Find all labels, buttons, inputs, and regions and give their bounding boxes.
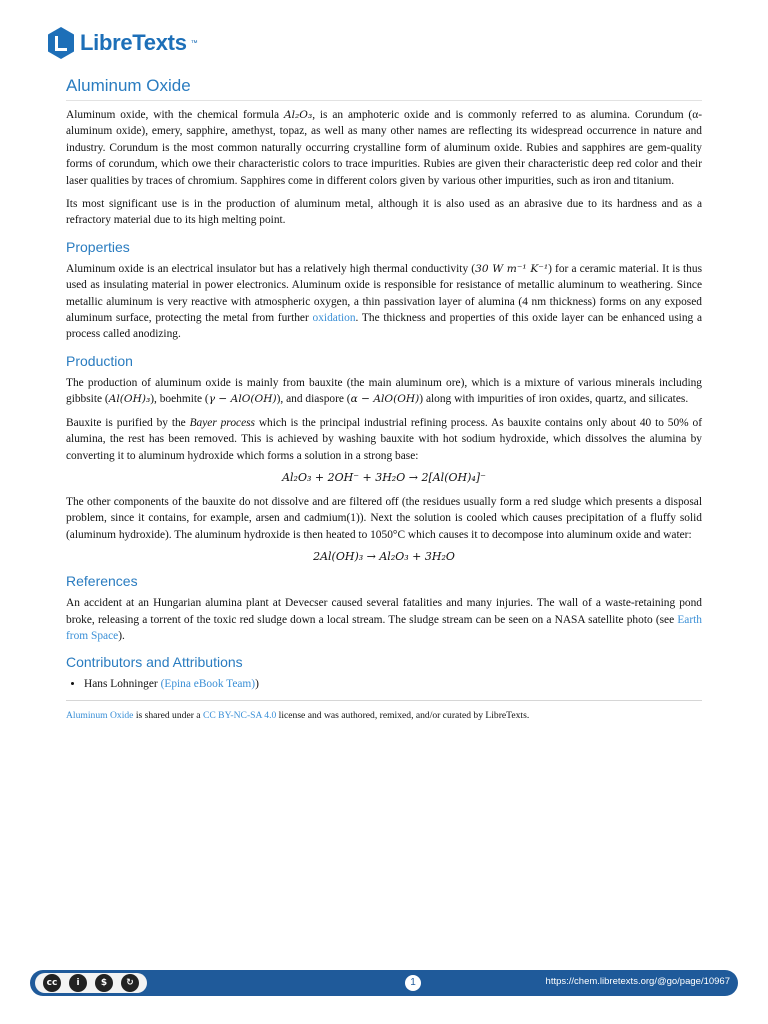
intro-paragraph-1: [66, 107, 702, 189]
cc-license-badge[interactable]: [35, 973, 147, 993]
equation-hydroxide-decomposition: 2Al(OH)₃ → Al₂O₃ + 3H₂O: [313, 550, 455, 564]
contributors-heading: Contributors and Attributions: [66, 654, 243, 671]
intro-text-cont: , is an amphoteric oxide and is commonly referred to as alumina. Corundum (α-aluminum oxide), emery, sapphire, amethyst, topaz, as well as many other names are reflecting its widespread occurrence in nature and industry. Corundum is the most common naturally occurring crystalline form of aluminum oxide. Rubies and sapphires are gem-quality forms of corundum, which owe their characteristic colors to trace impurities. Rubies are given their characteristic deep red color and their laser qualities by traces of chromium. Sapphires come in different colors given by various other impurities, such as iron and titanium.: [66, 109, 702, 187]
formula-diaspore: α − AlO(OH): [350, 393, 420, 406]
production-text-c: ), and diaspore (: [276, 393, 351, 406]
intro-text: Aluminum oxide, with the chemical formula: [66, 109, 284, 121]
list-item: [84, 676, 702, 692]
page-footer: [30, 970, 738, 996]
bayer-process-term: Bayer process: [189, 416, 255, 429]
references-paragraph: [66, 595, 702, 644]
references-heading: References: [66, 573, 138, 590]
properties-text-end: . The thickness and properties of this oxide layer can be enhanced using a process called anodizing.: [66, 312, 702, 341]
equation-bayer-dissolution: Al₂O₃ + 2OH⁻ + 3H₂O → 2[Al(OH)₄]⁻: [282, 470, 486, 484]
page-title-link[interactable]: Aluminum Oxide: [66, 710, 134, 722]
properties-heading: Properties: [66, 238, 130, 255]
formula-boehmite: γ − AlO(OH): [208, 393, 277, 406]
contributors-list: [66, 676, 702, 692]
formula-al2o3: Al₂O₃: [283, 109, 313, 121]
trademark-symbol: ™: [190, 39, 198, 47]
noncommercial-icon: $: [95, 974, 113, 992]
production-text-d: ) along with impurities of iron oxides, quartz, and silicates.: [419, 393, 689, 406]
license-text-end: license and was authored, remixed, and/or curated by LibreTexts.: [276, 710, 530, 722]
properties-paragraph: [66, 261, 702, 343]
attribution-icon: i: [69, 974, 87, 992]
page-number: 1: [405, 975, 421, 991]
cc-icon: cc: [43, 974, 61, 992]
epina-ebook-team-link[interactable]: (Epina eBook Team): [160, 678, 256, 691]
references-text: An accident at an Hungarian alumina plant at Devecser caused several fatalities and many injuries. The wall of a waste-retaining pond broke, releasing a torrent of the toxic red sludge down a local stream. The sludge stream can be seen on a NASA satellite photo (see: [66, 597, 702, 626]
bayer-text: Bauxite is purified by the: [66, 416, 190, 429]
production-text-b: ), boehmite (: [150, 393, 209, 406]
production-paragraph-3: The other components of the bauxite do not dissolve and are filtered off (the residues usually form a red sludge which presents a disposal problem, since it contains, for example, arsen and cadmium(1)). Next the solution is cooled which causes precipitation of a fluffy solid (aluminum hydroxide). The aluminum hydroxide is then heated to 1050°C which causes it to decompose into aluminum oxide and water:: [66, 495, 702, 541]
libretexts-logo-icon: [46, 26, 76, 60]
intro-paragraph-2: Its most significant use is in the production of aluminum metal, although it is also used as an abrasive due to its hardness and as a refractory material due to its high melting point.: [66, 198, 702, 227]
references-text-end: ).: [118, 629, 125, 642]
production-paragraph-1: [66, 375, 702, 408]
earth-from-space-link[interactable]: Earth from Space: [66, 613, 702, 642]
main-content: [66, 76, 702, 723]
libretexts-logo[interactable]: [46, 26, 198, 60]
bayer-text-cont: which is the principal industrial refining process. As bauxite contains only about 40 to 50% of alumina, the rest has been removed. This is achieved by washing bauxite with hot sodium hydroxide, which dissolves the alumina by converting it to aluminum hydroxide which forms a solution in a strong base:: [66, 416, 702, 462]
page-url-link[interactable]: https://chem.libretexts.org/@go/page/10967: [545, 976, 730, 987]
contributor-close-paren: ): [255, 678, 259, 691]
sharealike-icon: ↻: [121, 974, 139, 992]
license-text: is shared under a: [133, 710, 203, 722]
production-heading: Production: [66, 352, 133, 369]
production-text: The production of aluminum oxide is mainly from bauxite (the main aluminum ore), which is a mixture of various minerals including gibbsite (: [66, 376, 702, 406]
production-paragraph-2: [66, 415, 702, 464]
page-title: Aluminum Oxide: [66, 76, 702, 101]
license-link[interactable]: CC BY-NC-SA 4.0: [202, 710, 277, 722]
divider: [66, 700, 702, 701]
libretexts-wordmark: LibreTexts: [80, 30, 187, 55]
contributor-name: Hans Lohninger: [84, 678, 161, 691]
oxidation-link[interactable]: oxidation: [312, 312, 356, 325]
formula-gibbsite: Al(OH)₃: [108, 393, 151, 406]
properties-text: Aluminum oxide is an electrical insulator but has a relatively high thermal conductivity (: [66, 262, 476, 275]
formula-thermal-conductivity: 30 W m⁻¹ K⁻¹: [475, 262, 549, 275]
properties-text-cont: ) for a ceramic material. It is thus used as insulating material in power electronics. Aluminum oxide is responsible for resistance of metallic aluminum to weathering. Since metallic aluminum is very reactive with atmospheric oxygen, a thin passivation layer of alumina (4 nm thickness) forms on any exposed aluminum surface, protecting the metal from further: [66, 262, 703, 325]
license-notice: [66, 709, 702, 723]
